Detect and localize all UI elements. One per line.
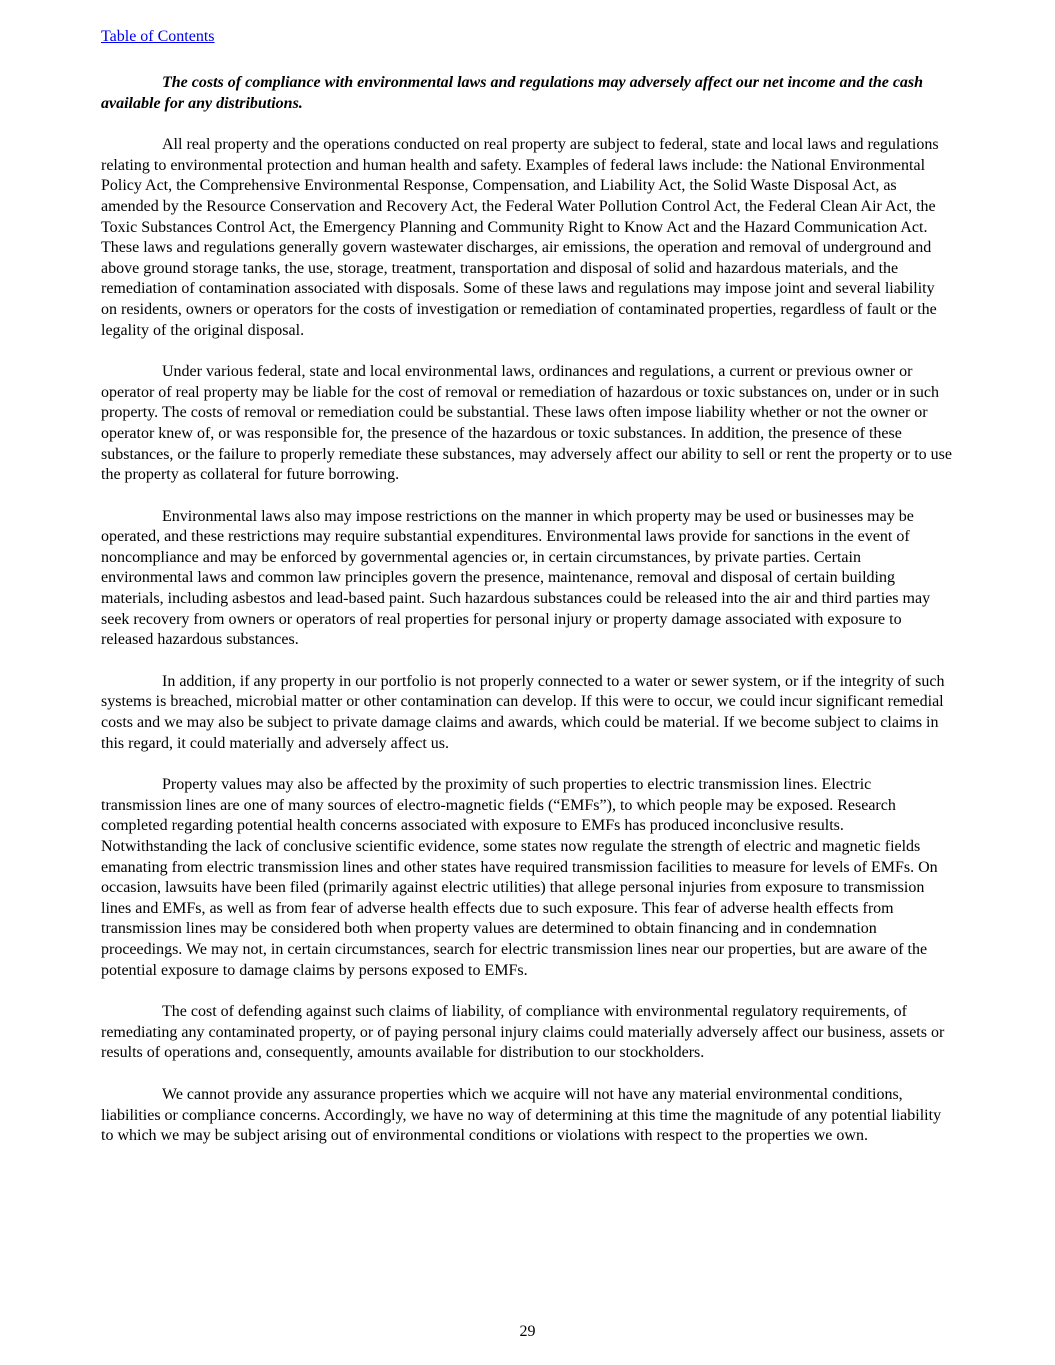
paragraph-no-assurance: We cannot provide any assurance properties which we acquire will not have any material environmental conditions, liabilities or compliance concerns. Accordingly, we have no way of determining at this time the magnitude of any potential liability to which we may be subject arising out of environmental conditions or violations with respect to the properties we own. (101, 1085, 942, 1145)
section-heading: The costs of compliance with environmental laws and regulations may adversely affect our net income and the cash available for any distributions. (101, 74, 924, 112)
paragraph-restrictions: Environmental laws also may impose restrictions on the manner in which property may be used or businesses may be operated, and these restrictions may require substantial expenditures. Environmental laws provide for sanctions in the event of noncompliance and may be enforced by governmental agencies or, in certain circumstances, by private parties. Certain environmental laws and common law principles govern the presence, maintenance, removal and disposal of certain building materials, including asbestos and lead-based paint. Such hazardous substances could be released into the air and third parties may seek recovery from owners or operators of real properties for personal injury or property damage associated with exposure to released hazardous substances. (101, 507, 931, 649)
table-of-contents-link[interactable]: Table of Contents (101, 28, 215, 45)
paragraph-owner-liability: Under various federal, state and local environmental laws, ordinances and regulations, a current or previous owner or operator of real property may be liable for the cost of removal or remediation of hazardous or toxic substances on, under or in such property. The costs of removal or remediation could be substantial. These laws often impose liability whether or not the owner or operator knew of, or was responsible for, the presence of the hazardous or toxic substances. In addition, the presence of these substances, or the failure to properly remediate these substances, may adversely affect our ability to sell or rent the property or to use the property as collateral for future borrowing. (101, 363, 952, 484)
document-body (101, 73, 954, 1168)
paragraph-water-sewer: In addition, if any property in our portfolio is not properly connected to a water or sewer system, or if the integrity of such systems is breached, microbial matter or other contamination can develop. If this were to occur, we could incur significant remedial costs and we may also be subject to private damage claims and awards, which could be material. If we become subject to claims in this regard, it could materially and adversely affect us. (101, 672, 945, 752)
paragraph-emfs: Property values may also be affected by the proximity of such properties to electric transmission lines. Electric transmission lines are one of many sources of electro-magnetic fields (“EMFs”), to which people may be exposed. Research completed regarding potential health concerns associated with exposure to EMFs has produced inconclusive results. Notwithstanding the lack of conclusive scientific evidence, some states now regulate the strength of electric and magnetic fields emanating from electric transmission lines and other states have required transmission facilities to measure for levels of EMFs. On occasion, lawsuits have been filed (primarily against electric utilities) that allege personal injuries from exposure to transmission lines and EMFs, as well as from fear of adverse health effects due to such exposure. This fear of adverse health effects from transmission lines may be considered both when property values are determined to obtain financing and in condemnation proceedings. We may not, in certain circumstances, search for electric transmission lines near our properties, but are aware of the potential exposure to damage claims by persons exposed to EMFs. (101, 776, 938, 979)
page-number: 29 (519, 1323, 536, 1340)
paragraph-environmental-laws: All real property and the operations conducted on real property are subject to federal, state and local laws and regulations relating to environmental protection and human health and safety. Examples of federal laws include: the National Environmental Policy Act, the Comprehensive Environmental Response, Compensation, and Liability Act, the Solid Waste Disposal Act, as amended by the Resource Conservation and Recovery Act, the Federal Water Pollution Control Act, the Federal Clean Air Act, the Toxic Substances Control Act, the Emergency Planning and Community Right to Know Act and the Hazard Communication Act. These laws and regulations generally govern wastewater discharges, air emissions, the operation and removal of underground and above ground storage tanks, the use, storage, treatment, transportation and disposal of solid and hazardous materials, and the remediation of contamination associated with disposals. Some of these laws and regulations may impose joint and several liability on residents, owners or operators for the costs of investigation or remediation of contaminated properties, regardless of fault or the legality of the original disposal. (101, 136, 939, 339)
paragraph-cost-of-defending: The cost of defending against such claims of liability, of compliance with environmental regulatory requirements, of remediating any contaminated property, or of paying personal injury claims could materially adversely affect our business, assets or results of operations and, consequently, amounts available for distribution to our stockholders. (101, 1003, 945, 1062)
